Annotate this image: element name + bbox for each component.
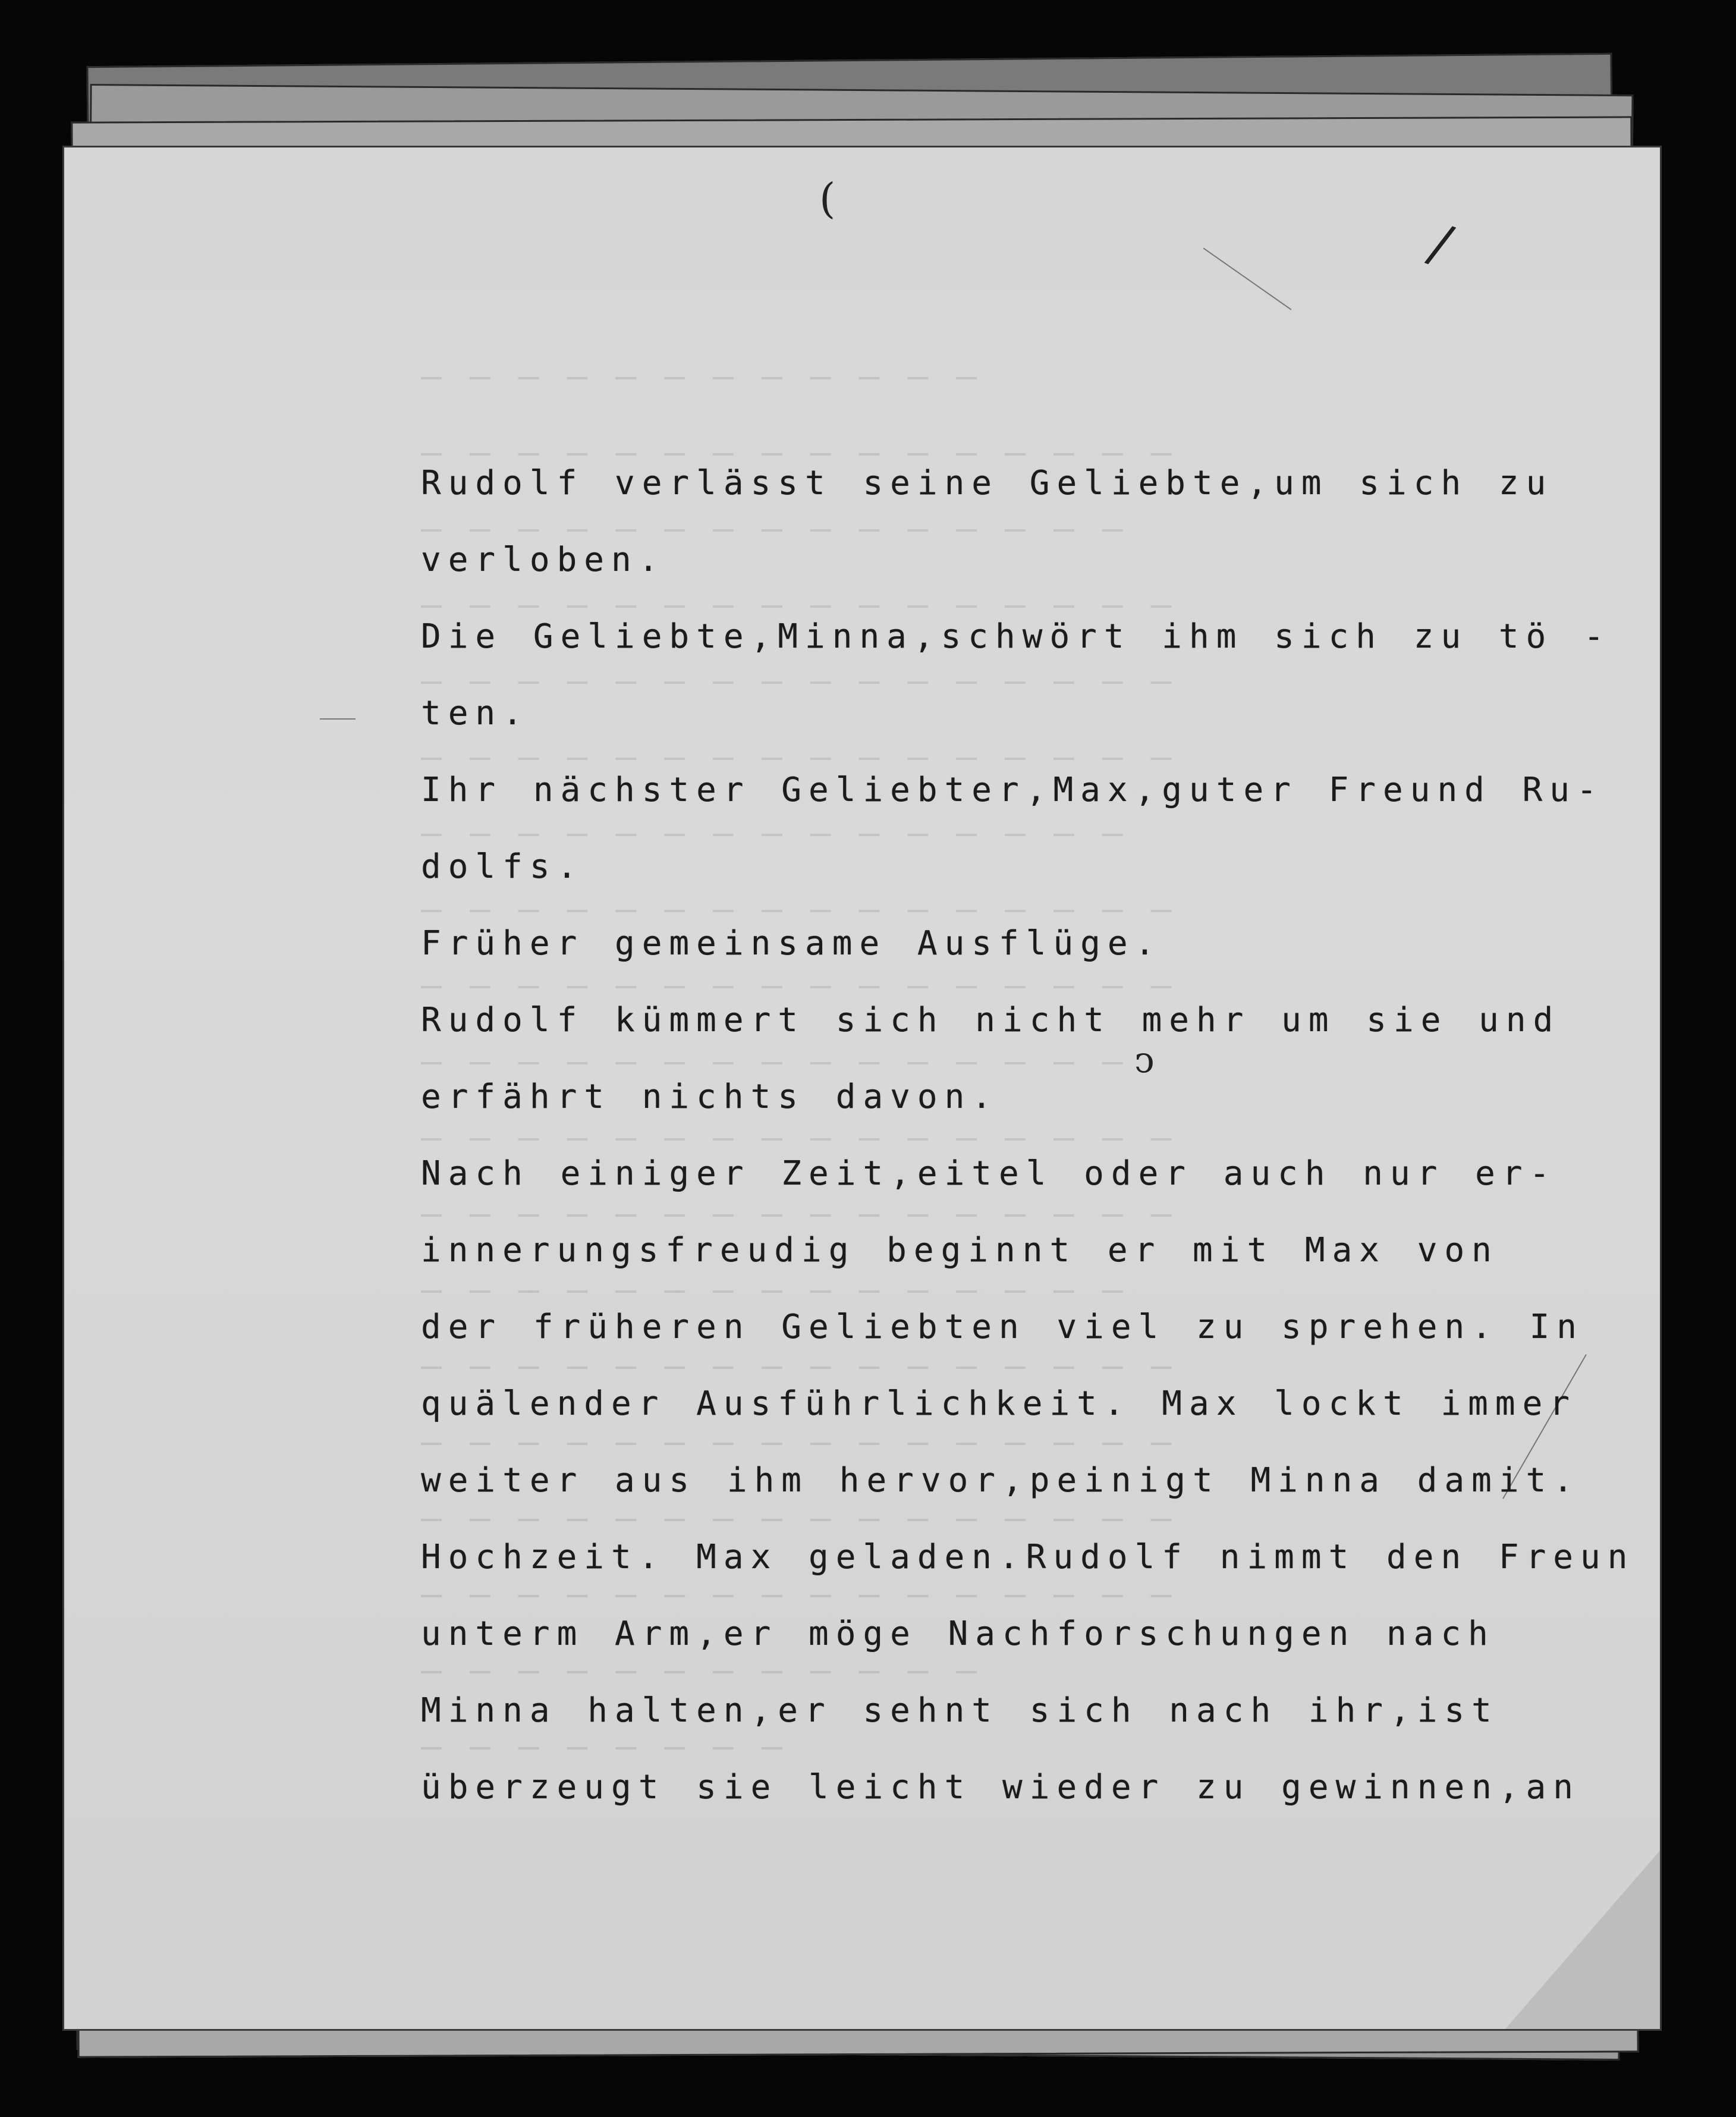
- text-line: Nach einiger Zeit,eitel oder auch nur er-: [421, 1154, 1557, 1193]
- typewritten-page: [62, 146, 1662, 2031]
- typed-text-block: [421, 445, 1635, 1826]
- text-line: überzeugt sie leicht wieder zu gewinnen,an: [421, 1768, 1581, 1807]
- pen-mark: ↄ: [1134, 1039, 1155, 1081]
- text-line: quälender Ausführlichkeit. Max lockt immer: [421, 1384, 1577, 1423]
- text-line: Ihr nächster Geliebter,Max,guter Freund Ru-: [421, 771, 1604, 809]
- bleed-through-text: ― ― ― ― ― ― ― ― ― ― ― ― ― ― ― ― ― ― ― ― ― ― ― ― ― ― ― ― ― ― ― ― ― ― ― ― ― ― ― ― ― ― ― ― ― ― ― ― ― ― ― ― ― ― ― ― ― ― ― ― ― ― ― ― ― ― ― ― ― ― ― ― ― ― ― ― ― ― ― ― ― ― ― ― ― ― ― ― ― ― ― ― ― ― ― ― ― ― ― ― ― ― ― ― ― ― ― ― ― ― ― ― ― ― ― ― ― ― ― ― ― ― ― ― ― ― ― ― ― ― ― ― ― ― ― ― ― ― ― ― ― ― ― ― ― ― ― ― ― ― ― ― ― ― ― ― ― ― ― ― ― ― ― ― ― ― ― ― ― ― ― ― ― ― ― ― ― ― ― ― ― ― ― ― ― ― ― ― ― ― ― ― ― ― ― ― ― ― ― ― ― ― ― ― ― ― ― ― ― ― ― ― ― ― ― ― ― ― ― ― ― ― ― ― ― ― ― ― ― ― ― ― ― ― ― ― ― ― ― ― ― ― ― ― ― ― ― ― ― ― ― ― ― ― ― ― ― ― ― ― ― ― ― ― ― ― ― ― ― ― ― ― ― ― ― ― ― ― ― ― ― ― ― ―: [421, 356, 1175, 1766]
- pen-mark: /: [1421, 211, 1460, 277]
- text-line: erfährt nichts davon.: [421, 1078, 999, 1116]
- text-line: weiter aus ihm hervor,peinigt Minna damit.: [421, 1461, 1581, 1500]
- text-line: Früher gemeinsame Ausflüge.: [421, 924, 1162, 963]
- pen-mark: (: [819, 174, 836, 223]
- text-line: innerungsfreudig beginnt er mit Max von: [421, 1231, 1499, 1270]
- text-line: dolfs.: [421, 847, 584, 886]
- text-line: der früheren Geliebten viel zu sprehen. In: [421, 1308, 1584, 1346]
- text-line: verloben.: [421, 541, 666, 579]
- scratch-mark: [320, 718, 356, 720]
- text-line: Rudolf verlässt seine Geliebte,um sich zu: [421, 464, 1553, 502]
- text-line: Die Geliebte,Minna,schwört ihm sich zu tö -: [421, 617, 1611, 656]
- folded-corner: [1505, 1851, 1660, 2029]
- text-line: unterm Arm,er möge Nachforschungen nach: [421, 1615, 1495, 1653]
- text-line: Hochzeit. Max geladen.Rudolf nimmt den Freun: [421, 1538, 1635, 1576]
- text-line: Minna halten,er sehnt sich nach ihr,ist: [421, 1691, 1499, 1730]
- text-line: ten.: [421, 694, 530, 733]
- text-line: Rudolf kümmert sich nicht mehr um sie und: [421, 1001, 1561, 1039]
- scratch-mark: [1203, 248, 1292, 310]
